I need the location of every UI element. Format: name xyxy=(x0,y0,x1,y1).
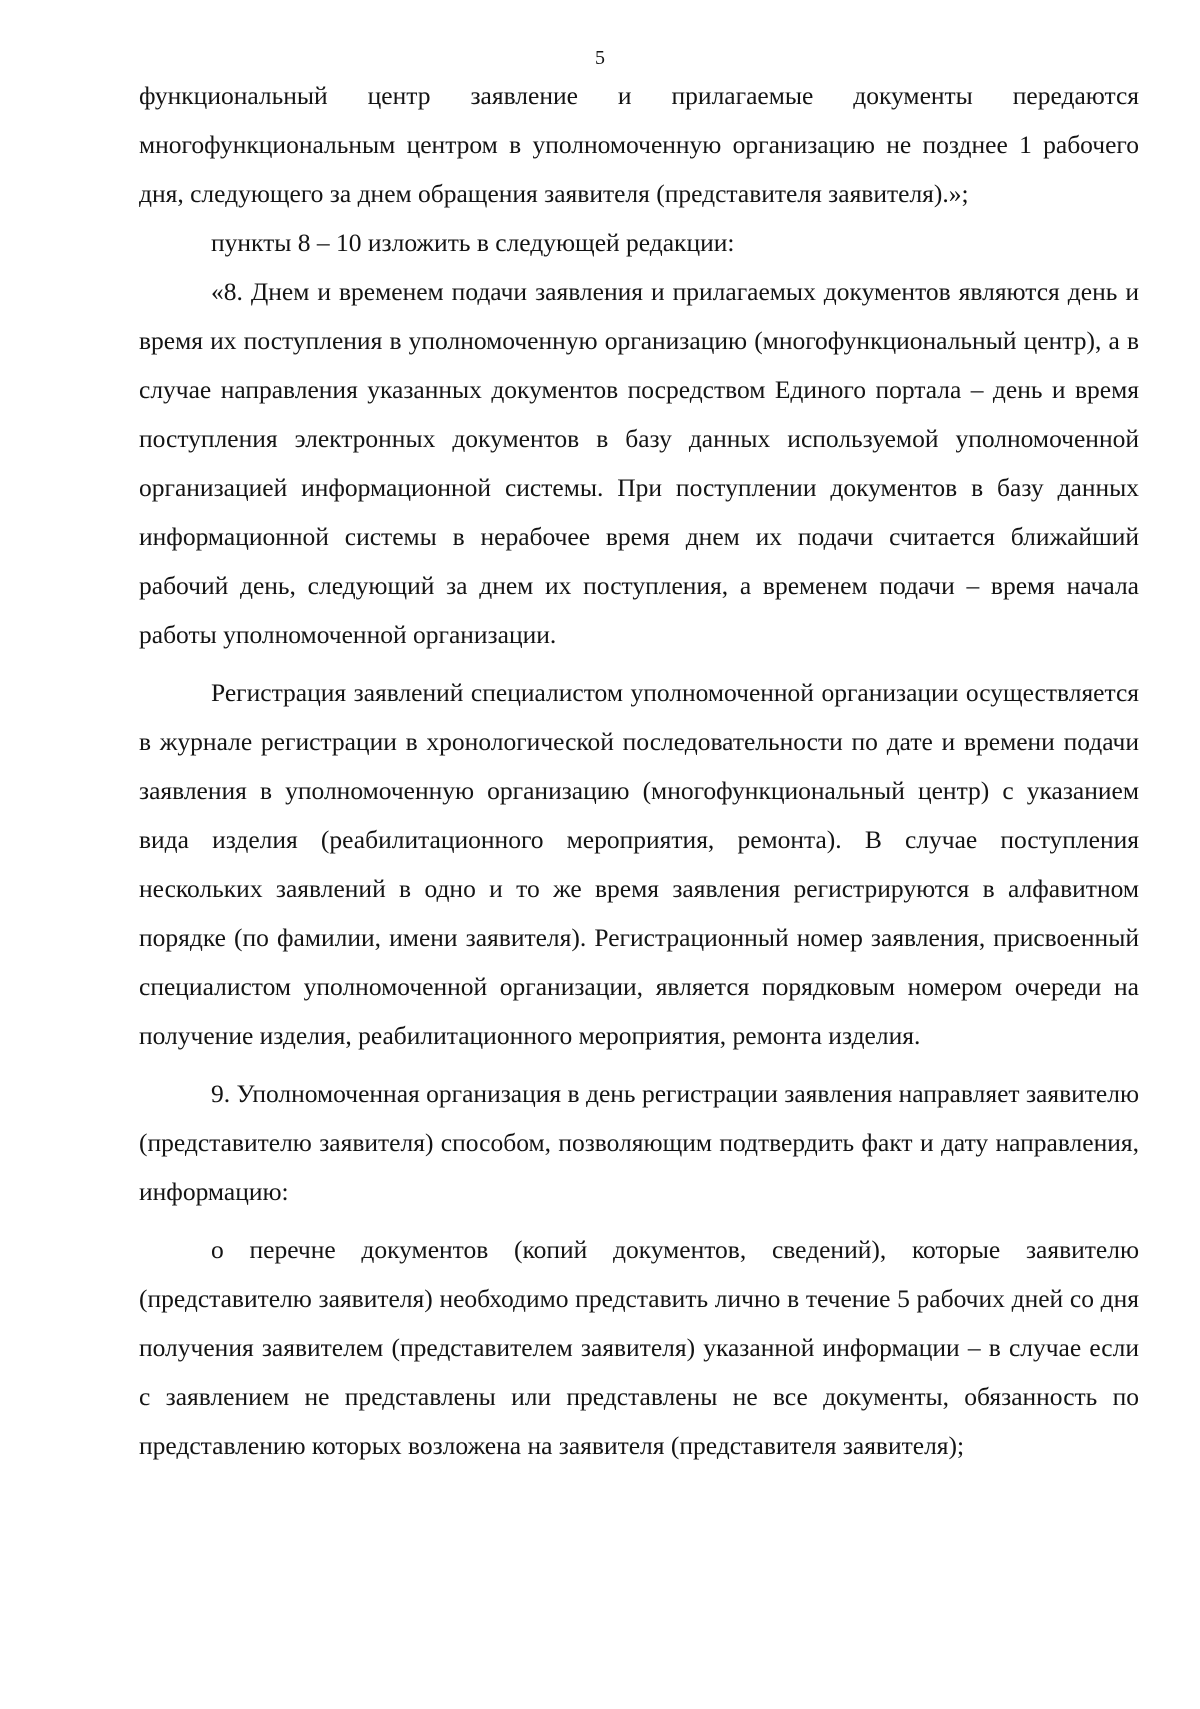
paragraph-registration: Регистрация заявлений специалистом уполномоченной организации осуществляется в журнале регистрации в хронологической последовательности по дате и времени подачи заявления в уполномоченную организацию (многофункциональный центр) с указанием вида изделия (реабилитационного мероприятия, ремонта). В случае поступления нескольких заявлений в одно и то же время заявления регистрируются в алфавитном порядке (по фамилии, имени заявителя). Регистрационный номер заявления, присвоенный специалистом уполномоченной организации, является порядковым номером очереди на получение изделия, реабилитационного мероприятия, ремонта изделия. xyxy=(139,678,1139,1050)
paragraph-points-8-10-intro: пункты 8 – 10 изложить в следующей редакции: xyxy=(211,228,735,257)
paragraph-point-8: «8. Днем и временем подачи заявления и прилагаемых документов являются день и время их поступления в уполномоченную организацию (многофункциональный центр), а в случае направления указанных документов посредством Единого портала – день и время поступления электронных документов в базу данных используемой уполномоченной организацией информационной системы. При поступлении документов в базу данных информационной системы в нерабочее время днем их подачи считается ближайший рабочий день, следующий за днем их поступления, а временем подачи – время начала работы уполномоченной организации. xyxy=(139,277,1139,649)
page-number: 5 xyxy=(595,47,605,69)
document-body xyxy=(139,71,1139,1470)
paragraph-point-9: 9. Уполномоченная организация в день регистрации заявления направляет заявителю (представителю заявителя) способом, позволяющим подтвердить факт и дату направления, информацию: xyxy=(139,1079,1139,1206)
paragraph-documents-list: о перечне документов (копий документов, сведений), которые заявителю (представителю заявителя) необходимо представить лично в течение 5 рабочих дней со дня получения заявителем (представителем заявителя) указанной информации – в случае если с заявлением не представлены или представлены не все документы, обязанность по представлению которых возложена на заявителя (представителя заявителя); xyxy=(139,1235,1139,1460)
paragraph-continuation: функциональный центр заявление и прилагаемые документы передаются многофункциональным центром в уполномоченную организацию не позднее 1 рабочего дня, следующего за днем обращения заявителя (представителя заявителя).»; xyxy=(139,81,1139,208)
